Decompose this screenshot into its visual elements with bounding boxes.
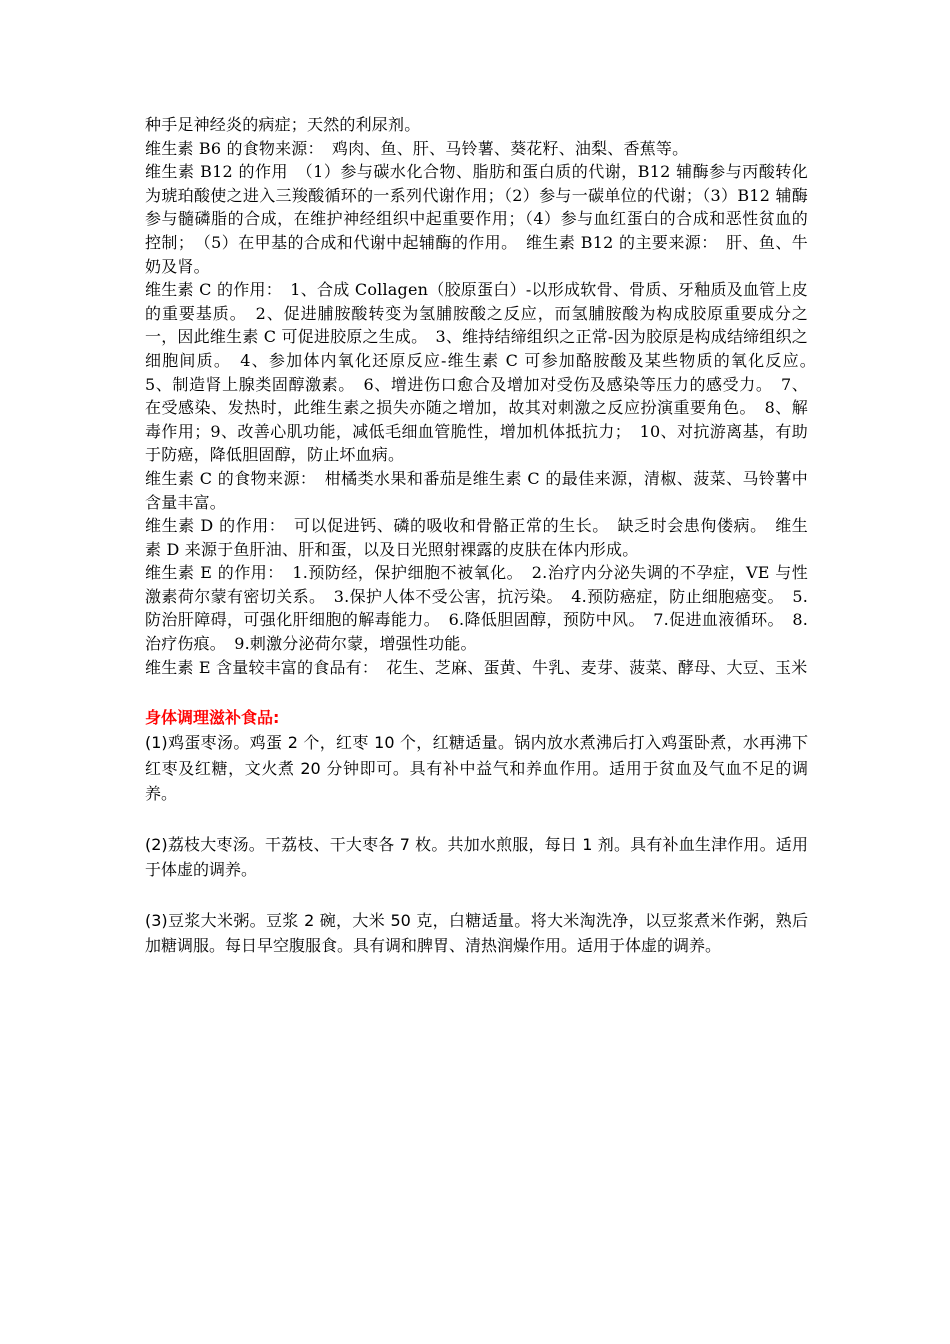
paragraph-vitamin-e-sources: 维生素 E 含量较丰富的食品有： 花生、芝麻、蛋黄、牛乳、麦芽、菠菜、酵母、大豆、玉米: [145, 657, 808, 677]
paragraph-b12-function: 维生素 B12 的作用 （1）参与碳水化合物、脂肪和蛋白质的代谢，B12 辅酶参与丙酸转化为琥珀酸使之进入三羧酸循环的一系列代谢作用；（2）参与一碳单位的代谢；（3）B12 辅酶参与髓磷脂的合成，在维护神经组织中起重要作用；（4）参与血红蛋白的合成和恶性贫血的控制； （5）在甲基的合成和代谢中起辅酶的作用。 维生素 B12 的主要来源： 肝、鱼、牛奶及肾。: [145, 162, 808, 276]
paragraph-b-vitamin-end: 种手足神经炎的病症；天然的利尿剂。: [145, 115, 421, 134]
paragraph-b6-sources: 维生素 B6 的食物来源： 鸡肉、鱼、肝、马铃薯、葵花籽、油梨、香蕉等。: [145, 138, 689, 158]
paragraph-vitamin-d: 维生素 D 的作用： 可以促进钙、磷的吸收和骨骼正常的生长。 缺乏时会患佝偻病。 维生素 D 来源于鱼肝油、肝和蛋，以及日光照射裸露的皮肤在体内形成。: [145, 516, 808, 559]
section-heading: 身体调理滋补食品:: [145, 708, 280, 728]
paragraph-vitamin-e-function: 维生素 E 的作用： 1.预防经，保护细胞不被氧化。 2.治疗内分泌失调的不孕症，VE 与性激素荷尔蒙有密切关系。 3.保护人体不受公害，抗污染。 4.预防癌症，防止细胞癌变。 5.防治肝障碍，可强化肝细胞的解毒能力。 6.降低胆固醇，预防中风。 7.促进血液循环。 8.治疗伤痕。 9.刺激分泌荷尔蒙，增强性功能。: [145, 563, 808, 654]
document-body: [145, 113, 825, 959]
paragraph-vitamin-c-sources: 维生素 C 的食物来源： 柑橘类水果和番茄是维生素 C 的最佳来源，清椒、菠菜、马铃薯中含量丰富。: [145, 468, 808, 512]
recipe-item: (3)豆浆大米粥。豆浆 2 碗，大米 50 克，白糖适量。将大米淘洗净，以豆浆煮米作粥，熟后加糖调服。每日早空腹服食。具有调和脾胃、清热润燥作用。适用于体虚的调养。: [145, 911, 808, 956]
recipe-item: (1)鸡蛋枣汤。鸡蛋 2 个，红枣 10 个，红糖适量。锅内放水煮沸后打入鸡蛋卧煮，水再沸下红枣及红糖，文火煮 20 分钟即可。具有补中益气和养血作用。适用于贫血及气血不足的调养。: [145, 733, 808, 803]
paragraph-vitamin-c-function: 维生素 C 的作用： 1、合成 Collagen（胶原蛋白）-以形成软骨、骨质、牙釉质及血管上皮的重要基质。 2、促进脯胺酸转变为氢脯胺酸之反应，而氢脯胺酸为构成胶原重要成分之一，因此维生素 C 可促进胶原之生成。 3、维持结缔组织之正常-因为胶原是构成结缔组织之细胞间质。 4、参加体内氧化还原反应-维生素 C 可参加酪胺酸及某些物质的氧化反应。 5、制造肾上腺类固醇激素。 6、增进伤口愈合及增加对受伤及感染等压力的感受力。 7、在受感染、发热时，此维生素之损失亦随之增加，故其对刺激之反应扮演重要角色。 8、解毒作用；9、改善心肌功能，减低毛细血管脆性，增加机体抵抗力； 10、对抗游离基，有助于防癌，降低胆固醇，防止坏血病。: [145, 280, 825, 465]
vitamin-text-block: [145, 113, 825, 679]
recipe-item: (2)荔枝大枣汤。干荔枝、干大枣各 7 枚。共加水煎服，每日 1 剂。具有补血生津作用。适用于体虚的调养。: [145, 834, 808, 880]
